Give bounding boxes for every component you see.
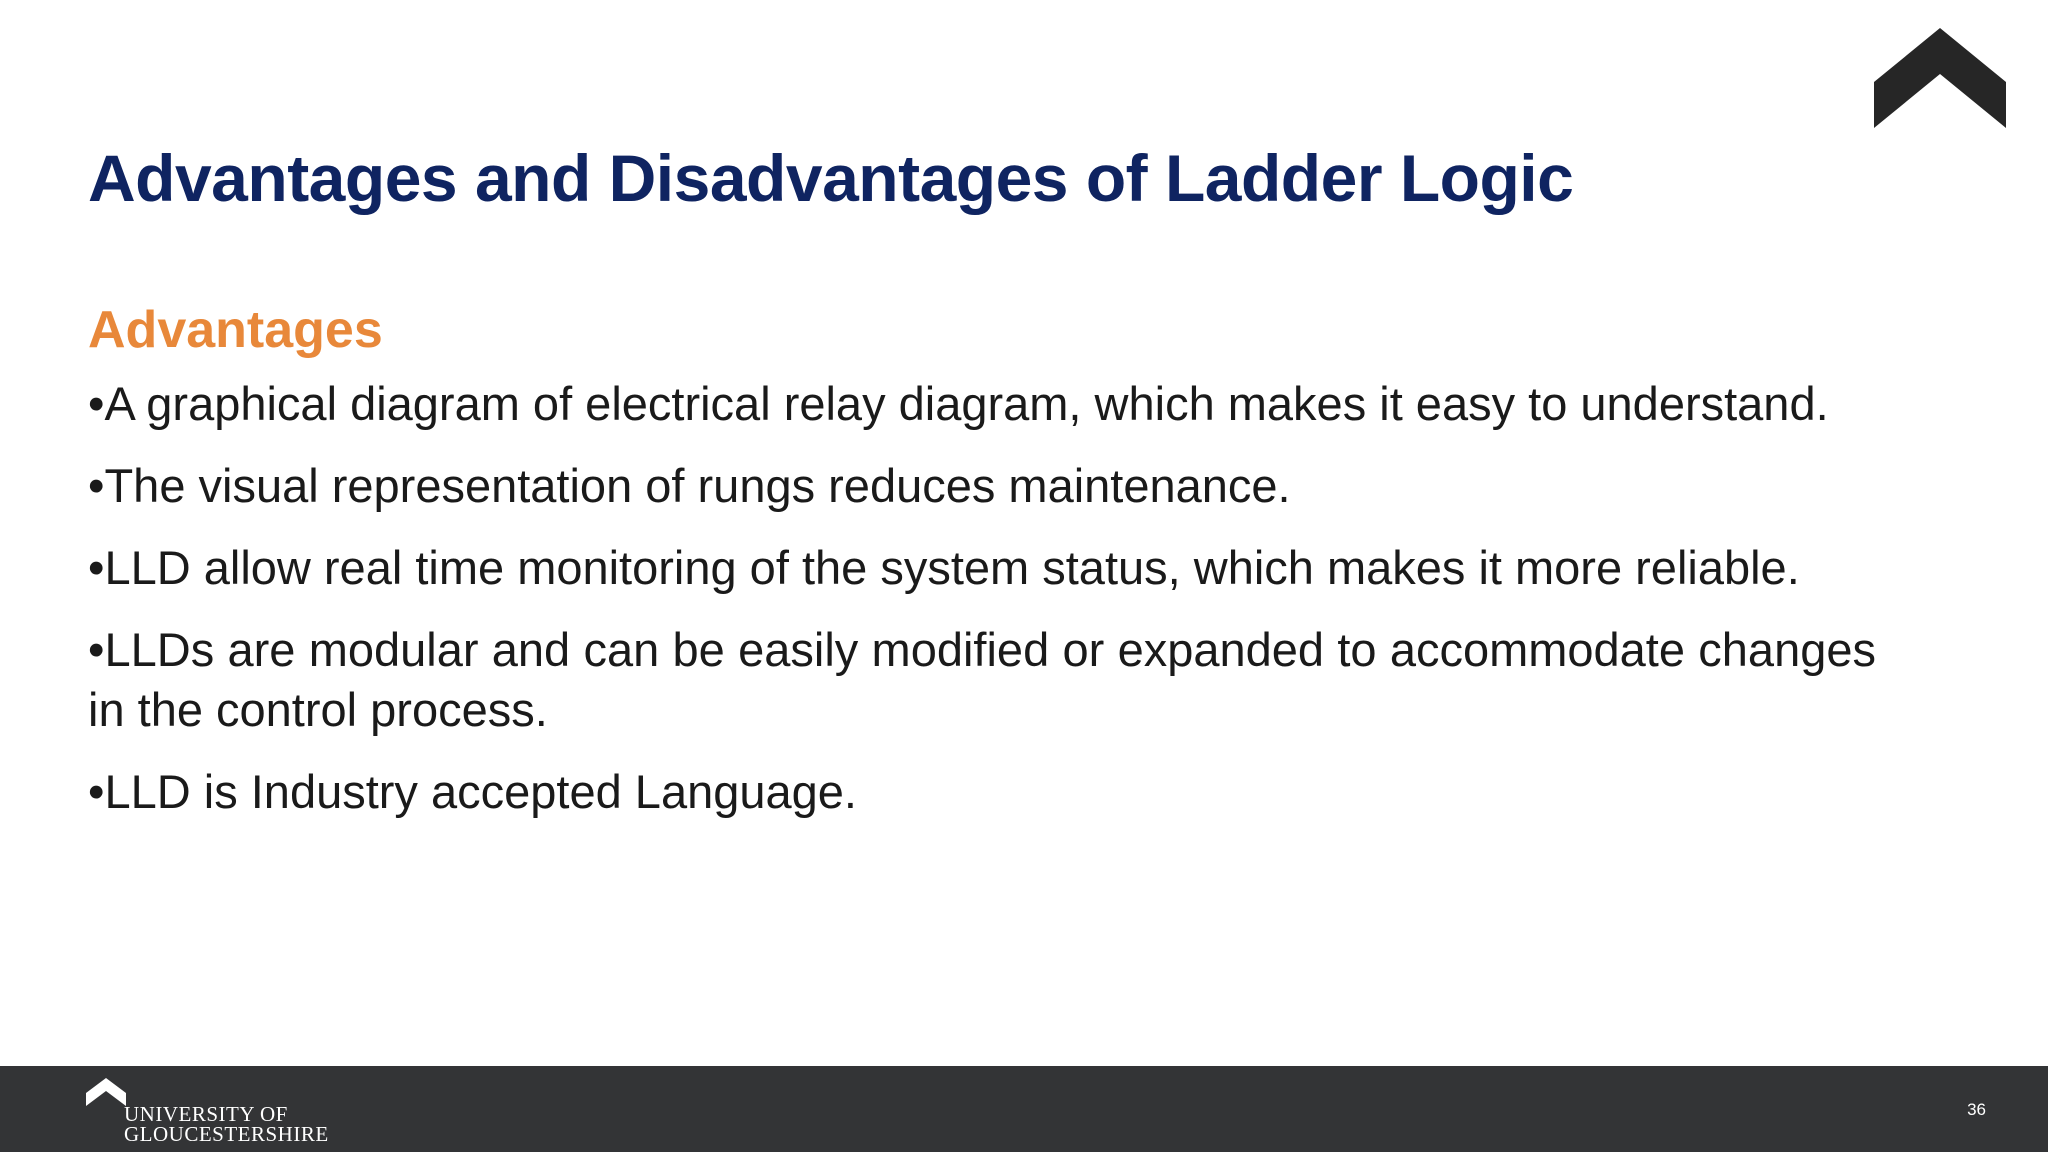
slide-content [88, 300, 1876, 844]
bullet-mark: • [88, 377, 105, 430]
bullet-text: LLD allow real time monitoring of the system status, which makes it more reliable. [104, 541, 1800, 594]
list-item [88, 456, 1876, 516]
slide-title: Advantages and Disadvantages of Ladder Logic [88, 141, 1574, 215]
footer-bar [0, 1066, 2048, 1152]
chevron-up-logo-icon [1874, 28, 2006, 128]
university-name-line1: UNIVERSITY OF [124, 1102, 288, 1126]
bullet-mark: • [88, 459, 105, 512]
bullet-text: The visual representation of rungs reduces maintenance. [104, 459, 1291, 512]
bullet-mark: • [88, 623, 105, 676]
bullet-text: A graphical diagram of electrical relay diagram, which makes it easy to understand. [104, 377, 1829, 430]
list-item [88, 538, 1876, 598]
section-heading-advantages: Advantages [88, 301, 383, 359]
list-item [88, 620, 1876, 740]
list-item [88, 762, 1876, 822]
university-chevron-logo-icon [86, 1078, 126, 1106]
list-item [88, 374, 1876, 434]
bullet-mark: • [88, 541, 105, 594]
university-name [124, 1104, 329, 1144]
bullet-text: LLDs are modular and can be easily modified or expanded to accommodate changes in the control process. [88, 623, 1876, 736]
bullet-text: LLD is Industry accepted Language. [104, 765, 857, 818]
university-name-line2: GLOUCESTERSHIRE [124, 1122, 329, 1146]
bullet-mark: • [88, 765, 105, 818]
advantages-list [88, 374, 1876, 822]
page-number: 36 [1967, 1100, 1986, 1119]
